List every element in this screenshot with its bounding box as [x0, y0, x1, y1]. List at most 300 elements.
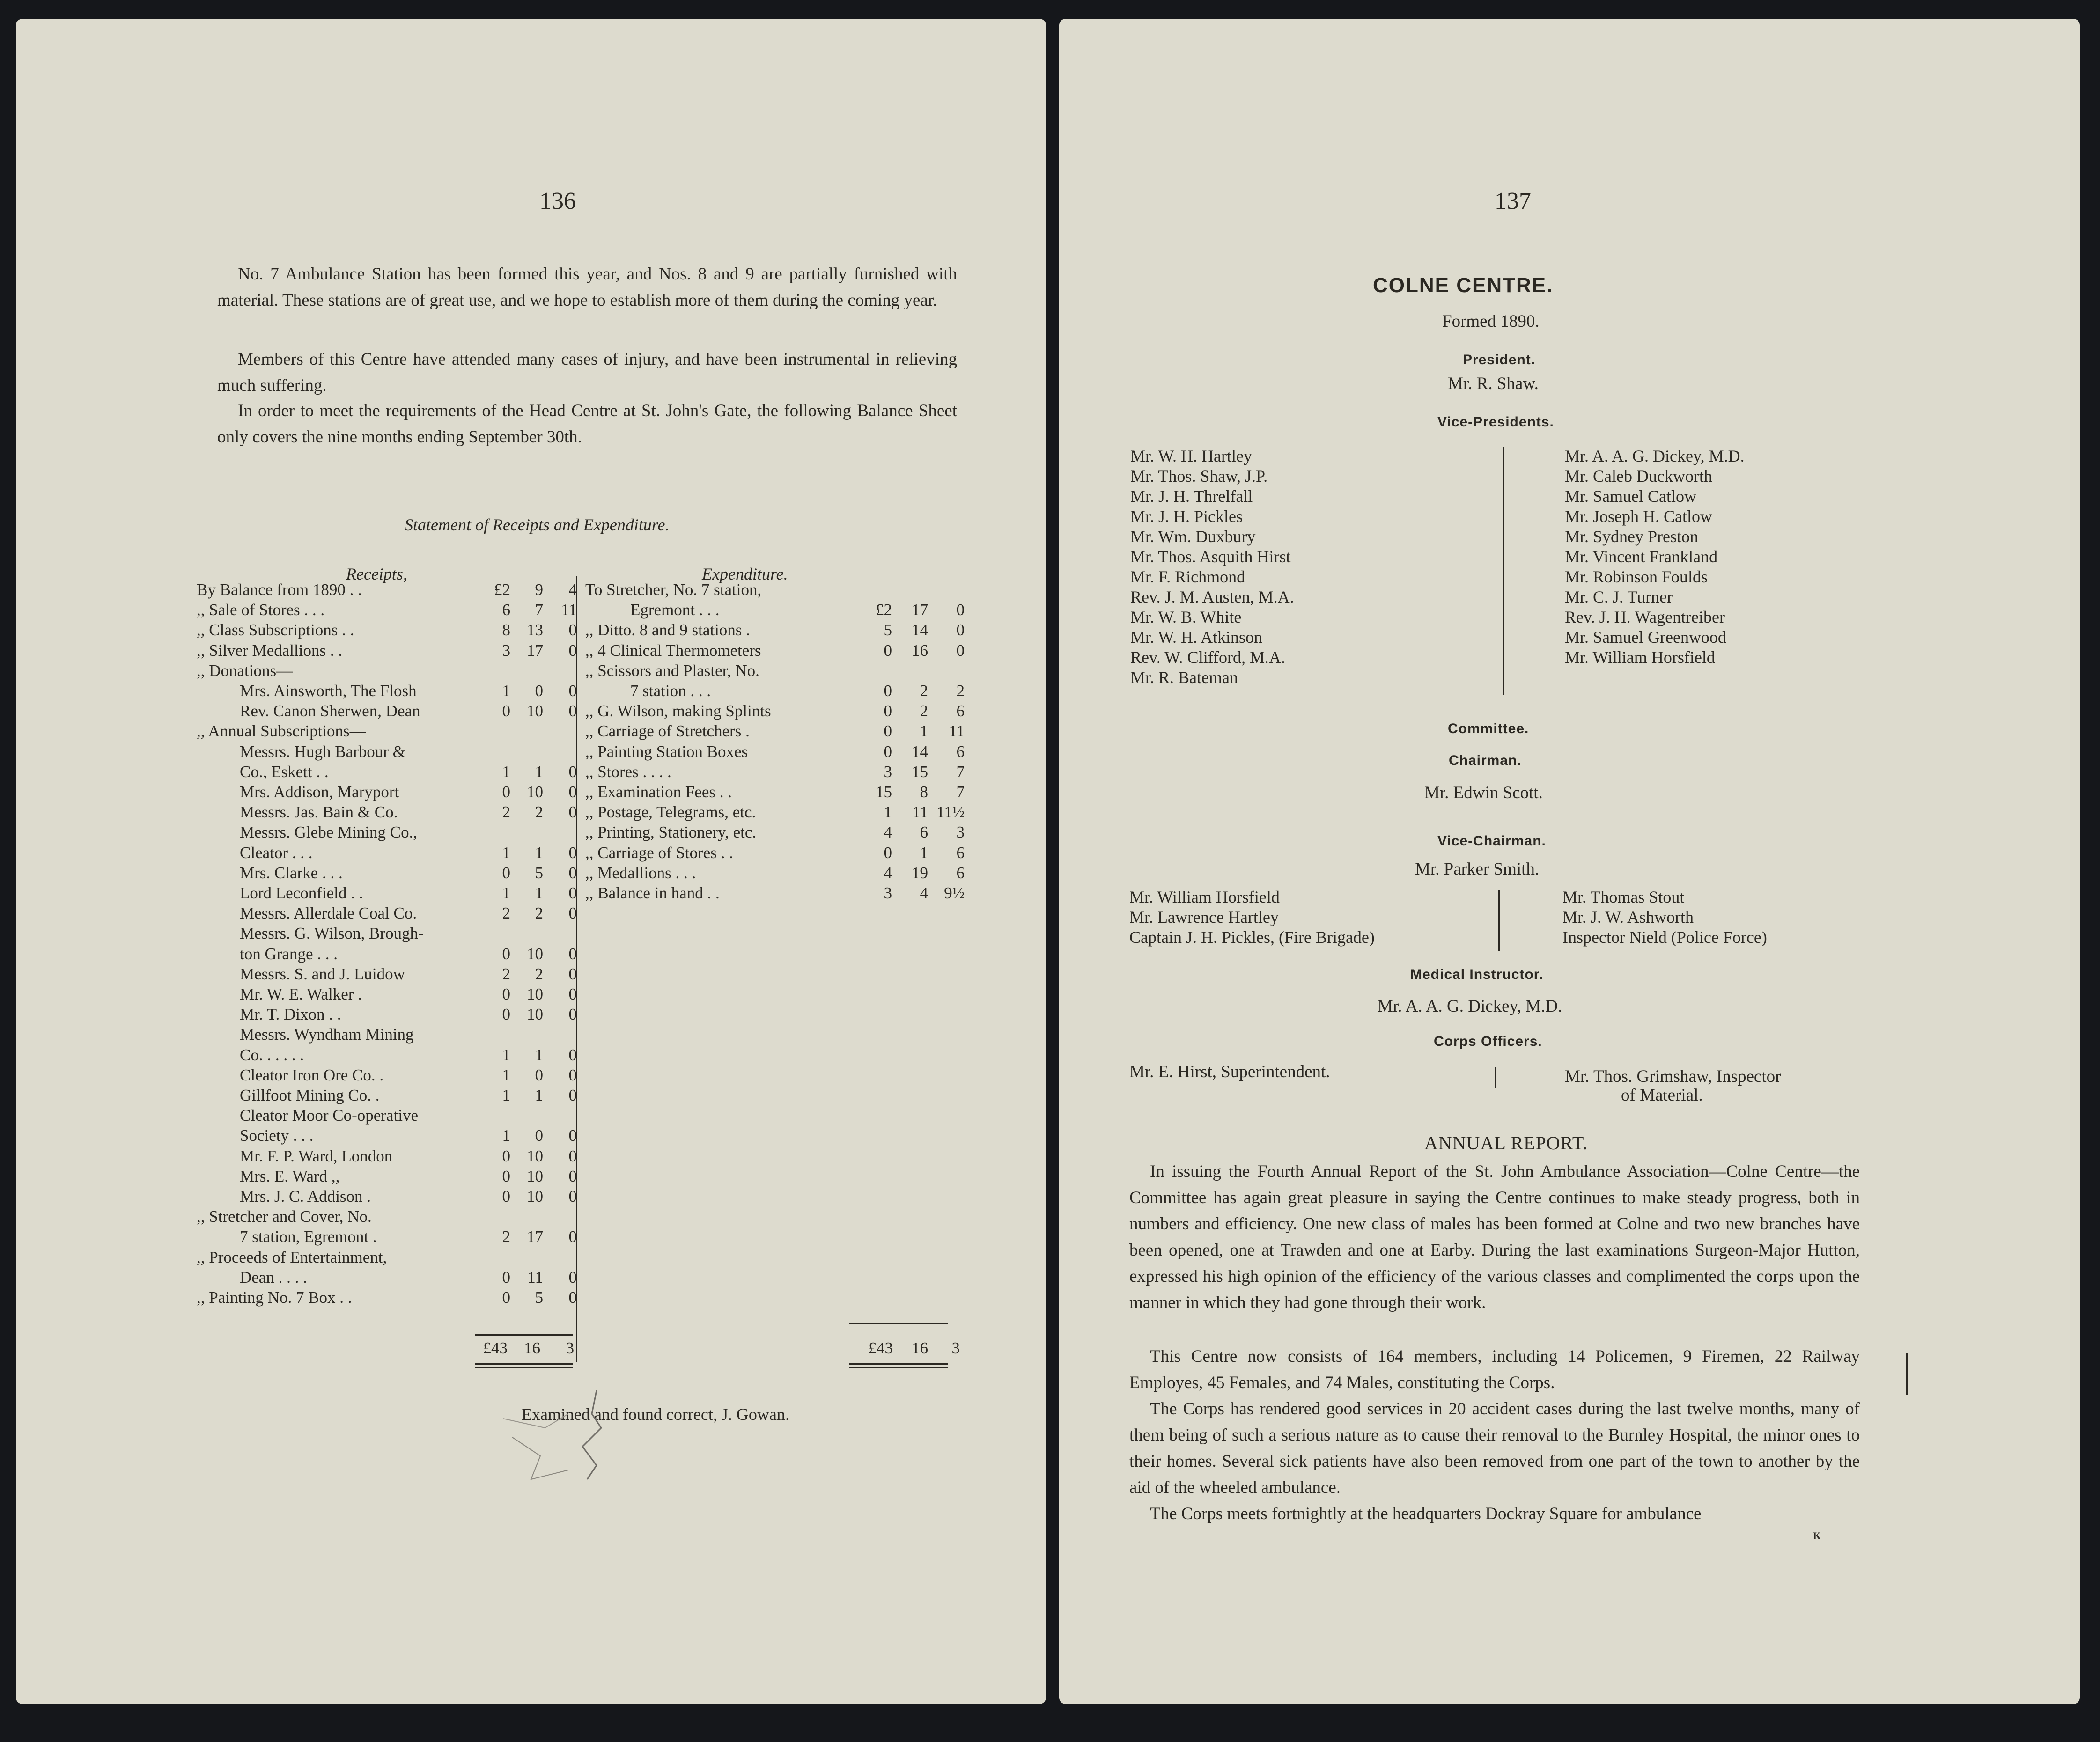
vice-president: Mr. J. H. Threlfall [1130, 487, 1253, 506]
entry-pounds: 8 [502, 621, 510, 639]
entry-label: 7 station, Egremont . [240, 1227, 377, 1246]
receipt-row [197, 1167, 585, 1186]
entry-pence: 2 [956, 682, 965, 700]
committee-heading: Committee. [1448, 721, 1529, 736]
report-paragraph-3: The Corps has rendered good services in 20 accident cases during the last twelve months, many of them being of such a serious nature as to cause their removal to the Burnley Hospital, the minor ones to their homes. Several sick patients have also been removed from one part of the town to another by the aid of the wheeled ambulance. [1129, 1399, 1860, 1497]
entry-pounds: 0 [502, 1005, 510, 1024]
entry-label: ,, Examination Fees . . [585, 783, 732, 801]
receipt-row [197, 621, 585, 639]
receipt-row [197, 823, 585, 842]
entry-pence: 0 [568, 1126, 577, 1145]
entry-pounds: 0 [502, 702, 510, 720]
entry-pence: 0 [568, 1005, 577, 1024]
entry-pounds: 4 [884, 863, 892, 882]
entry-label: ,, Postage, Telegrams, etc. [585, 803, 756, 822]
left-page [16, 19, 1046, 1704]
entry-pence: 0 [568, 641, 577, 660]
intro-paragraph-1: No. 7 Ambulance Station has been formed this year, and Nos. 8 and 9 are partially furnished with material. These stations are of great use, and we hope to establish more of them during the coming year. [217, 265, 957, 310]
receipts-rule-top [475, 1334, 573, 1336]
vice-presidents-right [1565, 446, 1745, 668]
entry-pounds: 3 [884, 762, 892, 781]
expenditure-row [585, 844, 974, 862]
formed-date: Formed 1890. [1442, 312, 1540, 331]
receipt-row [197, 1005, 585, 1024]
entry-shillings: 4 [920, 884, 928, 902]
entry-shillings: 9 [535, 581, 543, 599]
expenditure-row [585, 641, 974, 660]
total-pence: 3 [951, 1339, 960, 1357]
vice-president: Mr. R. Bateman [1130, 668, 1238, 687]
entry-shillings: 2 [920, 702, 928, 720]
entry-shillings: 1 [920, 843, 928, 862]
entry-label: Dean . . . . [240, 1268, 307, 1286]
entry-pounds: 0 [502, 944, 510, 963]
expenditure-row [585, 601, 974, 619]
receipt-row [197, 924, 585, 943]
entry-label: Cleator Moor Co-operative [240, 1106, 419, 1125]
vice-president: Mr. Robinson Foulds [1565, 567, 1708, 586]
entry-pounds: £2 [876, 601, 892, 619]
expenditure-row [585, 823, 974, 842]
entry-pounds: 0 [502, 783, 510, 801]
entry-shillings: 6 [920, 823, 928, 842]
receipt-row [197, 884, 585, 903]
committee-right [1562, 887, 1767, 948]
committee-member: Captain J. H. Pickles, (Fire Brigade) [1129, 928, 1375, 947]
committee-member: Mr. Thomas Stout [1562, 888, 1685, 906]
entry-pounds: 0 [884, 722, 892, 741]
entry-label: ,, Stores . . . . [585, 762, 671, 781]
entry-shillings: 14 [912, 742, 928, 761]
entry-pounds: 0 [884, 843, 892, 862]
entry-label: Messrs. Glebe Mining Co., [240, 823, 418, 842]
entry-shillings: 5 [535, 1288, 543, 1307]
entry-label: ,, Carriage of Stores . . [585, 843, 733, 862]
entry-pence: 7 [956, 762, 965, 781]
expenditure-row [585, 581, 974, 599]
vice-president: Mr. Sydney Preston [1565, 527, 1699, 546]
entry-label: Messrs. Jas. Bain & Co. [240, 803, 398, 822]
entry-pence: 7 [956, 783, 965, 801]
entry-shillings: 2 [535, 964, 543, 983]
entry-shillings: 10 [527, 702, 543, 720]
receipt-row [197, 601, 585, 619]
entry-shillings: 16 [912, 641, 928, 660]
receipt-row [197, 783, 585, 801]
entry-label: Gillfoot Mining Co. . [240, 1086, 380, 1104]
entry-label: Mrs. J. C. Addison . [240, 1187, 371, 1205]
entry-pounds: 0 [502, 1147, 510, 1165]
entry-pence: 11 [561, 601, 577, 619]
entry-pounds: 1 [502, 762, 510, 781]
table-caption: Statement of Receipts and Expenditure. [405, 515, 670, 534]
entry-shillings: 17 [912, 601, 928, 619]
vice-president: Rev. J. H. Wagentreiber [1565, 608, 1725, 626]
entry-label: Mr. T. Dixon . . [240, 1005, 341, 1024]
receipt-row [197, 682, 585, 700]
medical-instructor-heading: Medical Instructor. [1410, 967, 1544, 982]
entry-pence: 0 [568, 904, 577, 923]
expenditure-row [585, 682, 974, 700]
entry-pounds: 2 [502, 1227, 510, 1246]
entry-pence: 3 [956, 823, 965, 842]
entry-pounds: 6 [502, 601, 510, 619]
entry-pounds: 15 [876, 783, 892, 801]
vice-president: Mr. Vincent Frankland [1565, 547, 1718, 566]
expenditure-total [582, 1339, 970, 1358]
entry-pence: 9½ [944, 884, 965, 902]
receipt-row [197, 1086, 585, 1105]
entry-label: Cleator Iron Ore Co. . [240, 1066, 384, 1084]
entry-shillings: 10 [527, 985, 543, 1003]
entry-pounds: 0 [502, 1187, 510, 1205]
expenditure-row [585, 662, 974, 680]
intro-paragraph-2: Members of this Centre have attended many cases of injury, and have been instrumental in relieving much suffering. [217, 350, 957, 395]
receipt-row [197, 722, 585, 741]
receipt-row [197, 1268, 585, 1287]
entry-pence: 0 [568, 1288, 577, 1307]
annual-report-heading: ANNUAL REPORT. [1424, 1132, 1588, 1154]
report-paragraph-1: In issuing the Fourth Annual Report of the St. John Ambulance Association—Colne Centre—the Committee has again great pleasure in saying the Centre continues to make steady progress, both in numbers and efficiency. One new class of males has been formed at Colne and two new branches have been opened, one at Trawden and one at Earby. During the last examinations Surgeon-Major Hutton, expressed his high opinion of the efficiency of the various classes and complimented the corps upon the manner in which they had gone through their work. [1129, 1162, 1860, 1312]
total-pence: 3 [566, 1339, 574, 1357]
entry-label: Rev. Canon Sherwen, Dean [240, 702, 420, 720]
vice-president: Mr. W. B. White [1130, 608, 1242, 626]
entry-label: Mrs. E. Ward ,, [240, 1167, 340, 1185]
entry-label: Co., Eskett . . [240, 762, 329, 781]
entry-pence: 6 [956, 863, 965, 882]
vice-president: Rev. W. Clifford, M.A. [1130, 648, 1286, 667]
receipt-row [197, 763, 585, 781]
entry-shillings: 1 [535, 1086, 543, 1104]
entry-pence: 0 [568, 863, 577, 882]
entry-label: ,, 4 Clinical Thermometers [585, 641, 761, 660]
receipts-rule-bottom-1 [475, 1363, 573, 1365]
vice-presidents-left [1130, 446, 1294, 688]
committee-left [1129, 887, 1375, 948]
vice-president: Mr. Thos. Asquith Hirst [1130, 547, 1291, 566]
signature-mark: K [1813, 1530, 1821, 1542]
entry-shillings: 1 [920, 722, 928, 741]
corps-officer-inspector-cont: of Material. [1621, 1086, 1703, 1105]
receipt-row [197, 1207, 585, 1226]
expenditure-heading: Expenditure. [702, 565, 788, 583]
entry-shillings: 10 [527, 1005, 543, 1024]
entry-label: Mrs. Addison, Maryport [240, 783, 399, 801]
entry-pence: 0 [568, 702, 577, 720]
receipt-row [197, 1126, 585, 1145]
vice-president: Mr. Wm. Duxbury [1130, 527, 1256, 546]
entry-shillings: 2 [535, 904, 543, 923]
entry-label: ,, Stretcher and Cover, No. [197, 1207, 372, 1226]
entry-pence: 6 [956, 742, 965, 761]
entry-pounds: 2 [502, 904, 510, 923]
entry-pence: 6 [956, 843, 965, 862]
vice-chairman-name: Mr. Parker Smith. [1415, 860, 1540, 879]
entry-label: ,, Painting No. 7 Box . . [197, 1288, 352, 1307]
report-paragraph-4: The Corps meets fortnightly at the headquarters Dockray Square for ambulance [1150, 1504, 1702, 1523]
receipts-rule-bottom-2 [475, 1367, 573, 1368]
entry-label: 7 station . . . [630, 682, 711, 700]
audit-note: Examined and found correct, J. Gowan. [522, 1405, 789, 1424]
receipt-row [197, 1066, 585, 1085]
entry-pounds: 1 [502, 1066, 510, 1084]
entry-pounds: 2 [502, 964, 510, 983]
vice-chairman-heading: Vice-Chairman. [1437, 833, 1546, 849]
page-number: 136 [539, 188, 576, 214]
receipt-row [197, 864, 585, 882]
entry-shillings: 2 [535, 803, 543, 822]
entry-label: ,, Balance in hand . . [585, 884, 720, 902]
entry-label: Co. . . . . . [240, 1045, 304, 1064]
entry-pence: 4 [568, 581, 577, 599]
entry-shillings: 8 [920, 783, 928, 801]
expenditure-row [585, 763, 974, 781]
receipt-row [197, 1106, 585, 1125]
entry-label: Messrs. Hugh Barbour & [240, 742, 405, 761]
entry-shillings: 7 [535, 601, 543, 619]
entry-pence: 0 [568, 884, 577, 902]
entry-label: ,, Ditto. 8 and 9 stations . [585, 621, 750, 639]
entry-label: By Balance from 1890 . . [197, 581, 362, 599]
entry-pence: 0 [956, 641, 965, 660]
entry-pounds: 0 [502, 863, 510, 882]
entry-pounds: 0 [502, 1167, 510, 1185]
entry-pence: 0 [568, 1167, 577, 1185]
entry-shillings: 10 [527, 1147, 543, 1165]
entry-pounds: 5 [884, 621, 892, 639]
entry-shillings: 10 [527, 944, 543, 963]
entry-label: To Stretcher, No. 7 station, [585, 581, 762, 599]
vice-president: Mr. Joseph H. Catlow [1565, 507, 1712, 526]
centre-title: COLNE CENTRE. [1373, 274, 1554, 297]
entry-pounds: 4 [884, 823, 892, 842]
vice-president: Mr. Caleb Duckworth [1565, 467, 1712, 485]
chairman-heading: Chairman. [1449, 753, 1522, 768]
entry-label: ,, Annual Subscriptions— [197, 722, 366, 741]
vice-president: Mr. Samuel Greenwood [1565, 628, 1726, 647]
entry-pence: 0 [568, 1066, 577, 1084]
entry-label: ,, Class Subscriptions . . [197, 621, 354, 639]
entry-pence: 6 [956, 702, 965, 720]
expenditure-row [585, 702, 974, 720]
receipt-row [197, 803, 585, 822]
receipt-row [197, 844, 585, 862]
expenditure-rule-top [849, 1323, 948, 1324]
entry-label: Messrs. S. and J. Luidow [240, 964, 405, 983]
total-shillings: 16 [912, 1339, 928, 1357]
entry-label: Mrs. Ainsworth, The Flosh [240, 682, 417, 700]
expenditure-rule-bottom-1 [849, 1363, 948, 1365]
entry-shillings: 14 [912, 621, 928, 639]
receipt-row [197, 662, 585, 680]
entry-label: ,, Medallions . . . [585, 863, 696, 882]
total-pounds: £43 [483, 1339, 508, 1357]
entry-pounds: 3 [884, 884, 892, 902]
entry-label: Mrs. Clarke . . . [240, 863, 343, 882]
entry-shillings: 17 [527, 641, 543, 660]
expenditure-rule-bottom-2 [849, 1367, 948, 1368]
entry-pence: 0 [568, 1086, 577, 1104]
entry-shillings: 0 [535, 1066, 543, 1084]
report-paragraph-2: This Centre now consists of 164 members, including 14 Policemen, 9 Firemen, 22 Railway Employes, 45 Females, and 74 Males, constituting the Corps. [1129, 1347, 1860, 1392]
vice-president: Mr. W. H. Atkinson [1130, 628, 1263, 647]
expenditure-row [585, 722, 974, 741]
entry-pence: 0 [568, 783, 577, 801]
margin-mark [1906, 1353, 1908, 1395]
entry-shillings: 19 [912, 863, 928, 882]
corps-officer-inspector: Mr. Thos. Grimshaw, Inspector [1565, 1067, 1781, 1086]
entry-pounds: 1 [502, 1045, 510, 1064]
receipt-row [197, 904, 585, 923]
receipt-row [197, 1288, 585, 1307]
president-name: Mr. R. Shaw. [1448, 374, 1539, 393]
committee-divider [1498, 890, 1500, 951]
expenditure-row [585, 803, 974, 822]
expenditure-row [585, 864, 974, 882]
entry-shillings: 1 [535, 1045, 543, 1064]
receipt-row [197, 1187, 585, 1206]
chairman-name: Mr. Edwin Scott. [1424, 783, 1543, 802]
receipt-row [197, 1147, 585, 1166]
vice-president: Rev. J. M. Austen, M.A. [1130, 588, 1294, 606]
entry-pence: 0 [568, 1187, 577, 1205]
committee-member: Mr. William Horsfield [1129, 888, 1280, 906]
entry-shillings: 0 [535, 682, 543, 700]
vice-president: Mr. Samuel Catlow [1565, 487, 1696, 506]
entry-label: Mr. W. E. Walker . [240, 985, 362, 1003]
receipt-row [197, 945, 585, 963]
entry-pence: 0 [568, 1268, 577, 1286]
entry-pounds: 1 [502, 884, 510, 902]
entry-label: ,, Proceeds of Entertainment, [197, 1248, 387, 1266]
entry-label: Society . . . [240, 1126, 314, 1145]
entry-label: Mr. F. P. Ward, London [240, 1147, 393, 1165]
receipts-heading: Receipts, [346, 565, 407, 583]
vice-president: Mr. C. J. Turner [1565, 588, 1673, 606]
entry-pounds: 3 [502, 641, 510, 660]
entry-label: ,, Donations— [197, 661, 293, 680]
entry-label: Cleator . . . [240, 843, 313, 862]
vice-president: Mr. F. Richmond [1130, 567, 1245, 586]
entry-label: ,, Sale of Stores . . . [197, 601, 325, 619]
entry-shillings: 10 [527, 783, 543, 801]
vice-president: Mr. A. A. G. Dickey, M.D. [1565, 447, 1745, 465]
receipt-row [197, 742, 585, 761]
entry-shillings: 10 [527, 1187, 543, 1205]
pencil-scribble [475, 1386, 629, 1493]
entry-shillings: 17 [527, 1227, 543, 1246]
entry-shillings: 13 [527, 621, 543, 639]
entry-shillings: 1 [535, 843, 543, 862]
entry-label: Lord Leconfield . . [240, 884, 363, 902]
entry-pounds: 0 [502, 1268, 510, 1286]
receipt-row [197, 702, 585, 720]
intro-paragraph-3: In order to meet the requirements of the Head Centre at St. John's Gate, the following Balance Sheet only covers the nine months ending September 30th. [217, 401, 957, 447]
entry-pence: 0 [568, 1227, 577, 1246]
entry-pence: 0 [568, 1045, 577, 1064]
receipt-row [197, 581, 585, 599]
entry-label: ton Grange . . . [240, 944, 338, 963]
entry-pounds: 0 [884, 682, 892, 700]
total-pounds: £43 [868, 1339, 893, 1357]
entry-pence: 0 [568, 1147, 577, 1165]
receipt-row [197, 965, 585, 984]
expenditure-row [585, 884, 974, 903]
expenditure-row [585, 783, 974, 801]
vice-presidents-divider [1503, 447, 1504, 695]
entry-pence: 11 [949, 722, 965, 741]
entry-pounds: 1 [884, 803, 892, 822]
entry-label: Messrs. G. Wilson, Brough- [240, 924, 424, 943]
vice-president: Mr. J. H. Pickles [1130, 507, 1243, 526]
entry-pounds: 1 [502, 843, 510, 862]
entry-shillings: 10 [527, 1167, 543, 1185]
receipt-row [197, 1046, 585, 1065]
entry-pence: 0 [568, 803, 577, 822]
entry-pence: 11½ [936, 803, 965, 822]
corps-officer-superintendent: Mr. E. Hirst, Superintendent. [1129, 1062, 1330, 1081]
entry-shillings: 0 [535, 1126, 543, 1145]
entry-pence: 0 [568, 762, 577, 781]
entry-pence: 0 [568, 944, 577, 963]
page-number: 137 [1495, 188, 1531, 214]
vice-presidents-heading: Vice-Presidents. [1437, 414, 1554, 430]
entry-pounds: 1 [502, 1086, 510, 1104]
entry-pence: 0 [956, 621, 965, 639]
corps-officers-divider [1495, 1067, 1496, 1088]
entry-shillings: 11 [527, 1268, 543, 1286]
receipt-row [197, 1227, 585, 1246]
entry-pounds: £2 [494, 581, 510, 599]
entry-shillings: 1 [535, 884, 543, 902]
entry-pounds: 1 [502, 682, 510, 700]
total-shillings: 16 [524, 1339, 540, 1357]
vice-president: Mr. Thos. Shaw, J.P. [1130, 467, 1268, 485]
entry-label: ,, G. Wilson, making Splints [585, 702, 771, 720]
receipt-row [197, 985, 585, 1004]
medical-instructor-name: Mr. A. A. G. Dickey, M.D. [1378, 997, 1562, 1016]
entry-shillings: 15 [912, 762, 928, 781]
expenditure-row [585, 742, 974, 761]
entry-label: Messrs. Wyndham Mining [240, 1025, 414, 1044]
committee-member: Mr. J. W. Ashworth [1562, 908, 1694, 926]
entry-pounds: 0 [502, 985, 510, 1003]
entry-pence: 0 [568, 843, 577, 862]
entry-pounds: 2 [502, 803, 510, 822]
entry-shillings: 5 [535, 863, 543, 882]
receipt-row [197, 641, 585, 660]
entry-shillings: 2 [920, 682, 928, 700]
entry-pounds: 0 [884, 702, 892, 720]
receipt-row [197, 1025, 585, 1044]
entry-pounds: 0 [502, 1288, 510, 1307]
committee-member: Inspector Nield (Police Force) [1562, 928, 1767, 947]
entry-shillings: 11 [912, 803, 928, 822]
entry-pence: 0 [568, 964, 577, 983]
entry-label: ,, Printing, Stationery, etc. [585, 823, 757, 842]
right-page [1059, 19, 2080, 1704]
vice-president: Mr. W. H. Hartley [1130, 447, 1252, 465]
entry-label: Messrs. Allerdale Coal Co. [240, 904, 417, 923]
entry-pounds: 0 [884, 641, 892, 660]
vice-president: Mr. William Horsfield [1565, 648, 1715, 667]
entry-pence: 0 [956, 601, 965, 619]
entry-pence: 0 [568, 621, 577, 639]
entry-label: ,, Silver Medallions . . [197, 641, 343, 660]
entry-pence: 0 [568, 985, 577, 1003]
committee-member: Mr. Lawrence Hartley [1129, 908, 1279, 926]
corps-officers-heading: Corps Officers. [1434, 1034, 1542, 1049]
